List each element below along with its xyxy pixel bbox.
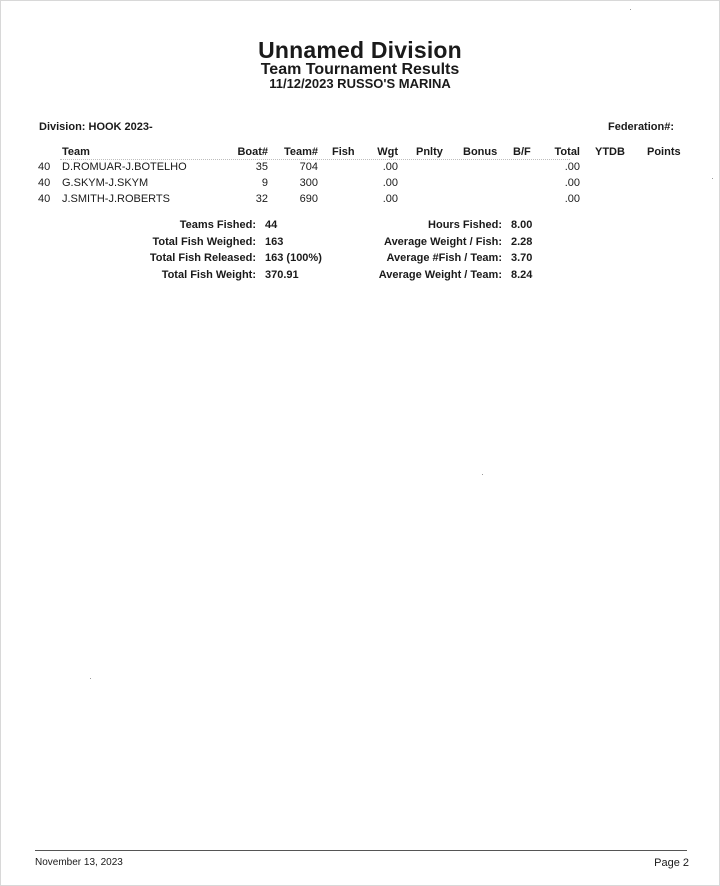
weight-cell: .00	[382, 161, 398, 173]
team-cell: D.ROMUAR-J.BOTELHO	[62, 161, 187, 173]
total-cell: .00	[564, 193, 580, 205]
header-wgt: Wgt	[377, 146, 398, 158]
header-points: Points	[647, 146, 681, 158]
boat-cell: 35	[255, 161, 268, 173]
table-row	[0, 161, 720, 177]
place-cell: 40	[38, 193, 51, 205]
boat-cell: 9	[261, 177, 268, 189]
team-number-cell: 300	[299, 177, 318, 189]
scan-speck	[712, 178, 713, 179]
header-boat: Boat#	[237, 146, 268, 158]
stat-value: 370.91	[265, 268, 299, 281]
total-cell: .00	[564, 177, 580, 189]
header-pnlty: Pnlty	[416, 146, 443, 158]
header-team: Team	[62, 146, 90, 158]
stat-value: 8.00	[511, 219, 533, 231]
stat-row	[0, 252, 720, 269]
report-title: Unnamed Division	[258, 37, 462, 63]
report-subtitle: Team Tournament Results	[260, 61, 460, 78]
table-row	[0, 193, 720, 209]
header-ytdb: YTDB	[595, 146, 625, 158]
weight-cell: .00	[382, 193, 398, 205]
title-block	[0, 38, 720, 91]
stat-label: Average Weight / Fish:	[384, 235, 502, 248]
stat-row	[0, 269, 720, 286]
stat-value: 2.28	[511, 235, 533, 248]
stat-label: Hours Fished:	[428, 219, 502, 231]
team-cell: J.SMITH-J.ROBERTS	[62, 193, 170, 205]
total-cell: .00	[564, 161, 580, 173]
boat-cell: 32	[255, 193, 268, 205]
summary-stats	[0, 219, 720, 285]
report-date-location: 11/12/2023 RUSSO'S MARINA	[269, 76, 451, 91]
footer-date: November 13, 2023	[35, 857, 123, 868]
stat-label: Average #Fish / Team:	[386, 252, 502, 264]
stat-label: Total Fish Weighed:	[152, 235, 256, 248]
team-number-cell: 690	[299, 193, 318, 205]
header-divider	[60, 159, 570, 160]
header-total: Total	[554, 146, 580, 158]
place-cell: 40	[38, 177, 51, 189]
stat-label: Total Fish Released:	[149, 252, 256, 264]
scan-speck	[90, 678, 91, 679]
scan-speck	[630, 9, 631, 10]
header-bf: B/F	[513, 146, 531, 158]
footer-divider	[35, 850, 687, 851]
stat-value: 163	[265, 235, 284, 248]
header-fish: Fish	[332, 146, 355, 158]
page-number: Page 2	[654, 857, 689, 869]
stat-value: 163 (100%)	[265, 252, 322, 264]
stat-row	[0, 236, 720, 253]
table-row	[0, 177, 720, 193]
header-team-number: Team#	[283, 146, 318, 158]
header-bonus: Bonus	[463, 146, 498, 158]
scan-speck	[482, 474, 483, 475]
stat-value: 44	[265, 219, 278, 231]
weight-cell: .00	[382, 177, 398, 189]
team-number-cell: 704	[299, 161, 318, 173]
stat-value: 3.70	[511, 252, 533, 264]
place-cell: 40	[38, 161, 51, 173]
stat-label: Average Weight / Team:	[378, 268, 502, 281]
team-cell: G.SKYM-J.SKYM	[62, 177, 149, 189]
division-label: Division: HOOK 2023-	[39, 121, 153, 133]
stat-row	[0, 219, 720, 236]
stat-value: 8.24	[511, 268, 533, 281]
stat-label: Teams Fished:	[179, 219, 256, 231]
federation-label: Federation#:	[607, 121, 674, 133]
stat-label: Total Fish Weight:	[161, 268, 256, 281]
